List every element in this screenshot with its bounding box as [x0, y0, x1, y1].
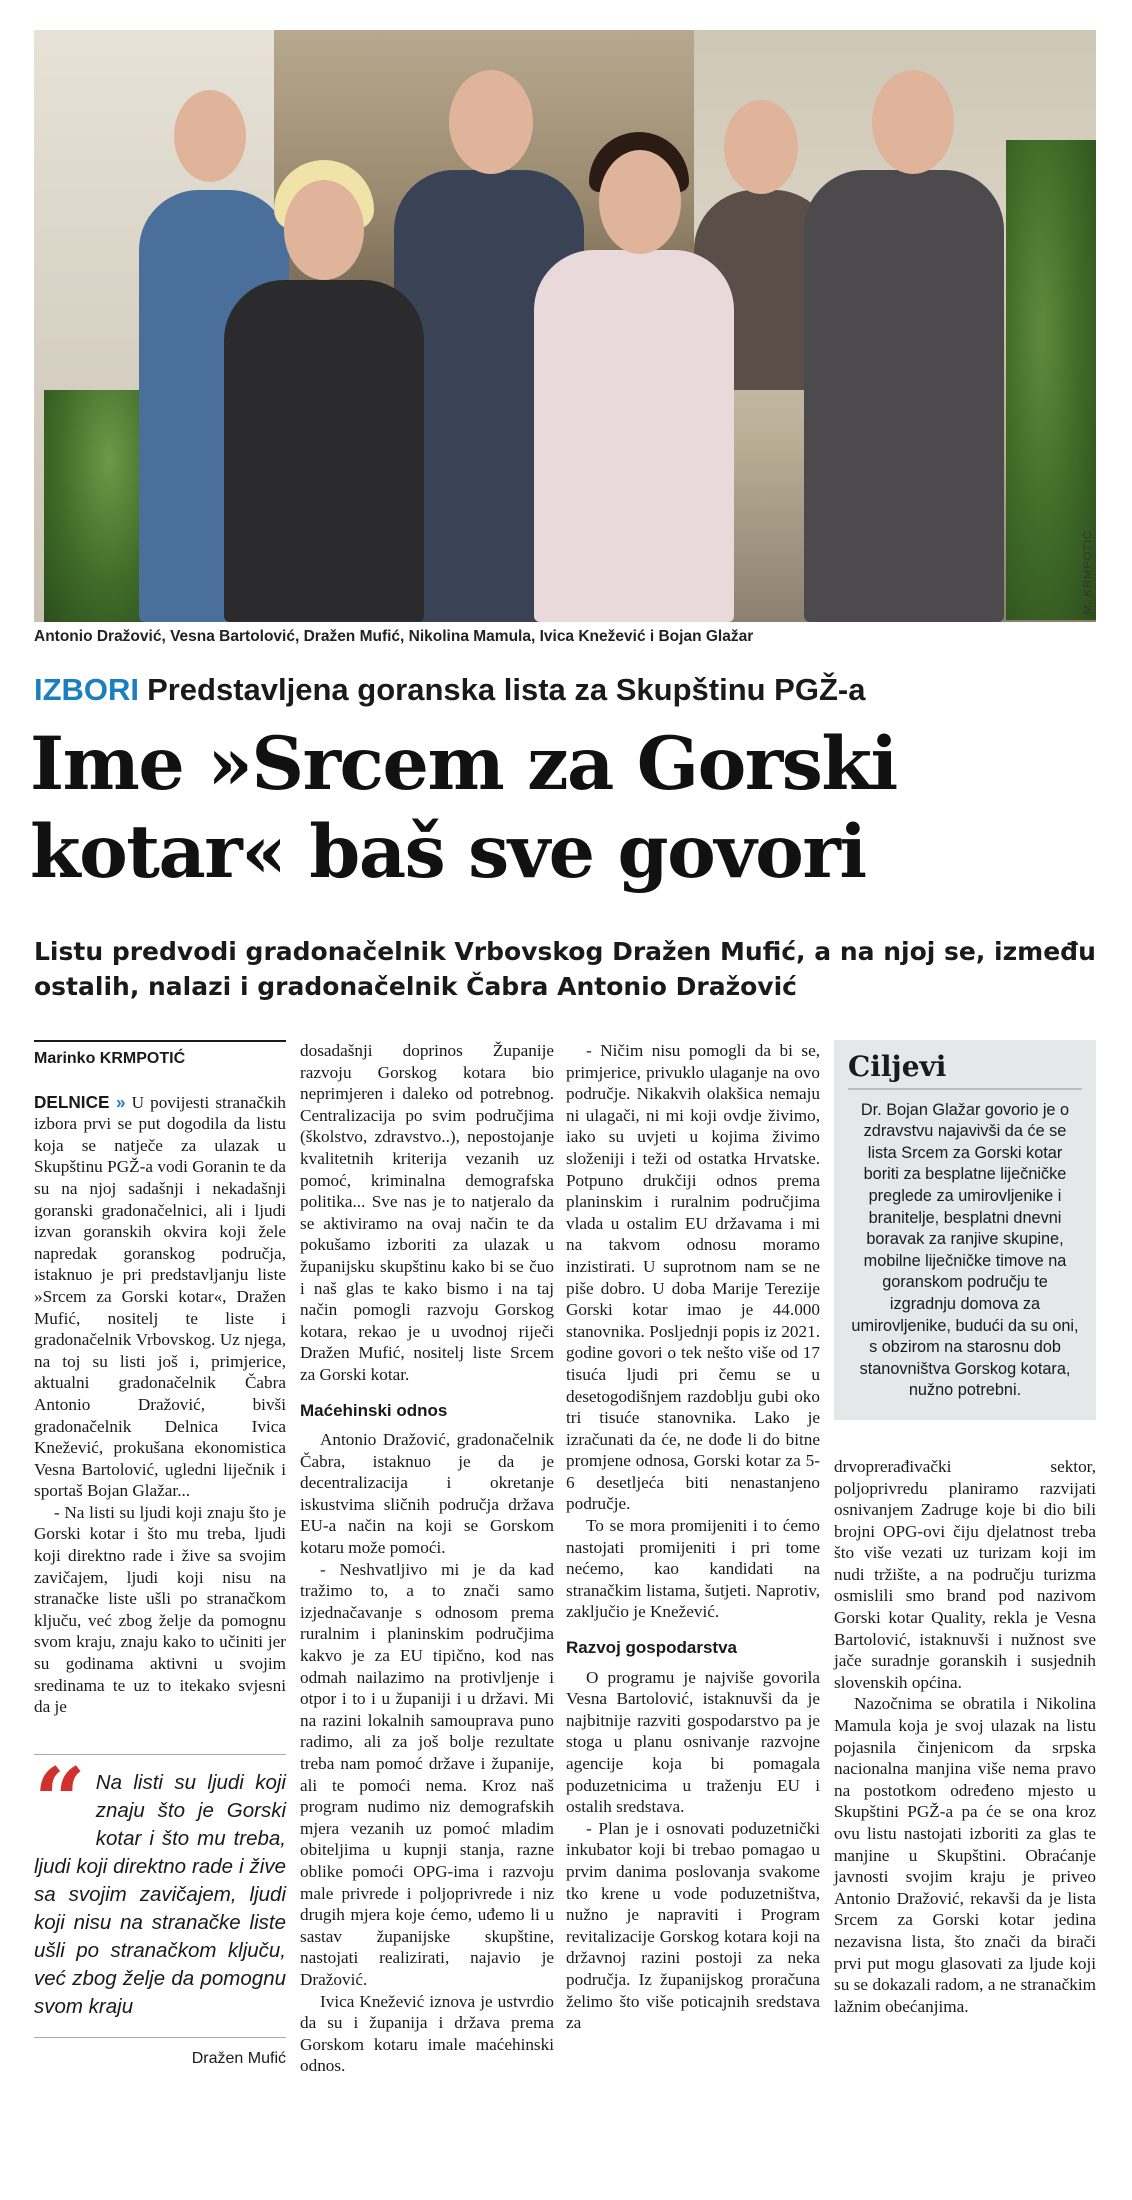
person-2: [224, 280, 424, 622]
deck: Listu predvodi gradonačelnik Vrbovskog Dražen Mufić, a na njoj se, između ostalih, nalazi i gradonačelnik Čabra Antonio Dražović: [34, 937, 1096, 1001]
person-1-head: [174, 90, 246, 182]
paragraph: Antonio Dražović, gradonačelnik Čabra, istaknuo je da je decentralizacija i okretanje iskustvima sličnih područja država EU-a način na koji se Gorskom kotaru može pomoći.: [300, 1430, 554, 1558]
kicker-text: Predstavljena goranska lista za Skupštinu PGŽ-a: [147, 672, 866, 707]
pull-quote: [34, 1747, 286, 2070]
paragraph: - Na listi su ljudi koji znaju što je Gorski kotar i što mu treba, ljudi koji direktno rade i žive sa svojim zavičajem, ljudi koji nisu na stranačke liste ušli po stranačkom ključu, već zbog želje da pomognu svom kraju, znaju kako to učiniti jer su godinama aktivni u svojim sredinama te uz to itekako svjesni da je: [34, 1502, 286, 1717]
paragraph: - Neshvatljivo mi je da kad tražimo to, a to znači samo izjednačavanje s odnosom prema ruralnim i planinskim područjima kakvo je za EU tipično, kod nas odmah nailazimo na protivljenje i otpor i to i u županiji i u državi. Mi na razini lokalnih samouprava puno radimo, ali za još bolje rezultate treba nam pomoć države i županije, ali te pomoći nema. Kroz naš program nudimo niz demografskih mjera vezanih uz pomoć mladim obiteljima u kupnji stanja, razne oblike pomoći OPG-ima i razvoju male privrede i poljoprivrede i niz drugih mjera koje ćemo, uđemo li u sastav županijske skupštine, nastojati realizirati, najavio je Dražović.: [300, 1559, 554, 1989]
sidebar-box: [834, 1040, 1096, 1420]
quote-mark-icon: “: [34, 1747, 86, 1854]
paragraph: Ivica Knežević iznova je ustvrdio da su i županija i država prema Gorskom kotaru imale maćehinski odnos.: [300, 1991, 554, 2076]
dateline-arrows: »: [116, 1091, 126, 1112]
paragraph: drvoprerađivački sektor, poljoprivredu planiramo razvijati osnivanjem Zadruge koje bi dio bili brojni OPG-ovi čiju djelatnost treba što više vezati uz turizam koji im nudi tržište, a na području turizma osmislili smo brand pod nazivom Gorski kotar Quality, rekla je Vesna Bartolović, istaknuvši i nužnost sve jače suradnje goranskih i susjednih slovenskih općina.: [834, 1456, 1096, 1692]
person-5-head: [724, 100, 798, 194]
kicker: [34, 672, 865, 708]
sidebar-text: Dr. Bojan Glažar govorio je o zdravstvu najavivši da će se lista Srcem za Gorski kotar boriti za besplatne liječničke preglede za umirovljenike i branitelje, besplatni dnevni boravak za ranjive skupine, mobilne liječničke timove na goranskom području te izgradnju domova za umirovljenike, budući da su oni, s obzirom na starosnu dob stanovništva Gorskog kotara, nužno potrebni.: [851, 1100, 1079, 1400]
paragraph: To se mora promijeniti i to ćemo nastojati promijeniti i pri tome nećemo, kao kandidati na stranačkim listama, šutjeti. Naprotiv, zaključio je Knežević.: [566, 1516, 820, 1622]
photo-credit: M. KRMPOTIĆ: [1082, 530, 1094, 615]
subhead: Razvoj gospodarstva: [566, 1638, 737, 1658]
paragraph: Nazočnima se obratila i Nikolina Mamula koja je svoj ulazak na listu pojasnila činjenicom da srpska nacionalna manjina više nema pravo na postotkom određeno mjesto u Skupštini PGŽ-a pa će se ona kroz ovu listu nastojati izboriti za glas te manjine u Skupštini. Obraćanje javnosti svojim kraju je priveo Antonio Dražović, rekavši da je lista Srcem za Gorski kotar jedina nezavisna lista, što znači da birači prvi put mogu glasovati za ljude koji su se dokazali radom, a ne stranačkim lažnim obećanjima.: [834, 1694, 1096, 2016]
paragraph: O programu je najviše govorila Vesna Bartolović, istaknuvši da je najbitnije razviti gospodarstvo pa je stoga u planu osnivanje razvojne agencije koja bi pomagala poduzetnicima u traženju EU i ostalih sredstava.: [566, 1667, 820, 1817]
paragraph: - Ničim nisu pomogli da bi se, primjerice, privuklo ulaganje na ovo područje. Nikakvih olakšica nemaju ni ulagači, ni mi koji ovdje živimo, iako su uvjeti u kojima živimo složeniji i teži od ostatka Hrvatske. Potpuno drukčiji odnos prema planinskim i ruralnim područjima vlada u ostalim EU državama i mi na takvom odnosu moramo inzistirati. U suprotnom nam se ne piše dobro. U doba Marije Terezije Gorski kotar imao je 44.000 stanovnika. Posljednji popis iz 2021. godine govori o tek nešto više od 17 tisuća ljudi pri čemu se u desetogodišnjem razdoblju gubi oko tri tisuće stanovnika. Lako je izračunati da će, ne dođe li do bitne promjene odnosa, Gorski kotar za 5-6 desetljeća biti nenastanjeno područje.: [566, 1041, 820, 1514]
person-4: [534, 250, 734, 622]
quote-text: Na listi su ljudi koji znaju što je Gorski kotar i što mu treba, ljudi koji direktno rade i žive sa svojim zavičajem, ljudi koji nisu na stranačke liste ušli po stranačkom ključu, već zbog želje da pomognu svom kraju: [34, 1770, 286, 2018]
lead-paragraph: [34, 1092, 286, 1502]
column-1: [34, 1040, 286, 2069]
quote-author: Dražen Mufić: [34, 2037, 286, 2070]
person-3-head: [449, 70, 533, 174]
column-3: [566, 1040, 820, 2034]
dateline-city: DELNICE: [34, 1091, 110, 1112]
headline: Ime »Srcem za Gorski kotar« baš sve govori: [30, 721, 897, 895]
paragraph: - Plan je i osnovati poduzetnički inkubator koji bi trebao pomagao u prvim danima poslovanja svakome tko krene u vode poduzetništva, nužno je napraviti i Program revitalizacije Gorskog kotara koji na državnoj razini postoji za neka područja. Iz županijskog proračuna želimo što više poticajnih sredstava za: [566, 1818, 820, 2033]
group-photo: [34, 30, 1096, 622]
person-6-head: [872, 70, 954, 174]
column-4: [834, 1040, 1096, 2017]
person-2-head: [284, 180, 364, 280]
sidebar-divider: [848, 1088, 1082, 1090]
subhead: Maćehinski odnos: [300, 1400, 448, 1420]
paragraph: dosadašnji doprinos Županije razvoju Gorskog kotara bio neprimjeren i daleko od potrebnog. Centralizacija po svim područjima (školstvo, zdravstvo..), nepostojanje kvalitetnih kriterija vezanih uz pomoć, kriminalna demografska politika... Sve nas je to natjeralo da se aktiviramo na ovaj način te da pokušamo izboriti za ulazak u županijsku skupštinu kako bi se čuo i naš glas te kako bismo i na taj način pomogli razvoju Gorskog kotara, rekao je u uvodnoj riječi Dražen Mufić, nositelj liste Srcem za Gorski kotar.: [300, 1041, 554, 1384]
person-6: [804, 170, 1004, 622]
person-4-head: [599, 150, 681, 254]
byline: Marinko KRMPOTIĆ: [34, 1040, 286, 1070]
sidebar-title: Ciljevi: [848, 1050, 947, 1083]
column-2: [300, 1040, 554, 2077]
photo-caption: Antonio Dražović, Vesna Bartolović, Dražen Mufić, Nikolina Mamula, Ivica Knežević i Bojan Glažar: [34, 628, 754, 645]
kicker-tag: IZBORI: [34, 672, 140, 707]
paragraph-text: U povijesti stranačkih izbora prvi se put dogodila da listu koja se natječe za ulazak u Skupštinu PGŽ-a vodi Goranin te da su na njoj sadašnji i nekadašnji goranski gradonačelnici, ali i ljudi izvan goranskih okvira koji žele napredak goranskog područja, istaknuo je pri predstavljanju liste »Srcem za Gorski kotar«, Dražen Mufić, nositelj te liste i gradonačelnik Vrbovskog. Uz njega, na toj su listi još i, primjerice, aktualni gradonačelnik Čabra Antonio Dražović, bivši gradonačelnik Delnica Ivica Knežević, prokušana ekonomistica Vesna Bartolović, ugledni liječnik i sportaš Bojan Glažar...: [34, 1092, 286, 1501]
dateline: [34, 1092, 126, 1112]
